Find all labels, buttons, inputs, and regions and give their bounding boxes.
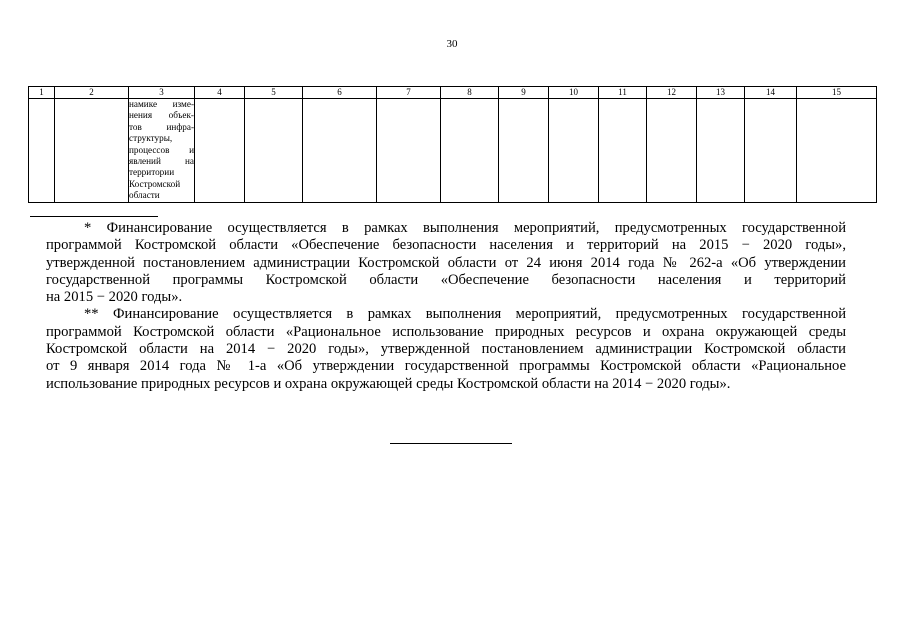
data-table — [28, 86, 877, 203]
table-row — [29, 99, 877, 203]
table-header-cell: 9 — [499, 87, 549, 99]
footnote-line: * Финансирование осуществляется в рамках выполнения мероприятий, предусмотренных государственной — [84, 220, 846, 236]
table-header-cell: 5 — [245, 87, 303, 99]
table-header-cell: 1 — [29, 87, 55, 99]
footnote-line: утвержденной постановлением администрации Костромской области от 24 июня 2014 года № 262-а «Об утверждении — [46, 254, 846, 271]
table-body-cell — [55, 99, 129, 203]
table-header-cell: 12 — [647, 87, 697, 99]
table-body-cell — [245, 99, 303, 203]
table-body-cell — [745, 99, 797, 203]
footnotes — [46, 220, 846, 393]
footnote-2 — [46, 306, 846, 392]
table-header-cell: 14 — [745, 87, 797, 99]
table-header-cell: 13 — [697, 87, 745, 99]
footnote-line: использование природных ресурсов и охрана окружающей среды Костромской области на 2014 − 2020 годы». — [46, 375, 731, 392]
table-body-cell — [377, 99, 441, 203]
cell-text-line: тов инфра- — [129, 121, 194, 132]
table-header-cell: 10 — [549, 87, 599, 99]
footnote-separator — [30, 216, 158, 217]
footnote-1 — [46, 220, 846, 306]
cell-text-line: Костромской — [129, 178, 181, 189]
table-header-cell: 11 — [599, 87, 647, 99]
table-body-cell — [549, 99, 599, 203]
cell-text-line: явлений на — [129, 155, 194, 166]
table-body-cell — [797, 99, 877, 203]
table-header-cell: 7 — [377, 87, 441, 99]
table-body-cell — [599, 99, 647, 203]
table-body-cell — [195, 99, 245, 203]
cell-text-line: процессов и — [129, 144, 194, 155]
footnote-line: программой Костромской области «Рациональное использование природных ресурсов и охрана окружающей среды — [46, 323, 846, 340]
table-header-cell: 15 — [797, 87, 877, 99]
table-header-cell: 6 — [303, 87, 377, 99]
cell-text-line: намике изме- — [129, 99, 194, 109]
footnote-line: Костромской области на 2014 − 2020 годы», утвержденной постановлением администрации Костромской области — [46, 341, 846, 358]
page-number: 30 — [446, 38, 458, 50]
table-header-cell: 4 — [195, 87, 245, 99]
cell-text-line: структуры, — [129, 133, 173, 144]
footnote-line: ** Финансирование осуществляется в рамках выполнения мероприятий, предусмотренных государственной — [84, 306, 846, 323]
table-body-cell — [647, 99, 697, 203]
table-body-cell — [441, 99, 499, 203]
footnote-line: на 2015 − 2020 годы». — [46, 289, 183, 306]
table-body-cell — [29, 99, 55, 203]
table-header-cell: 8 — [441, 87, 499, 99]
cell-text-line: нения объек- — [129, 110, 194, 121]
footnote-line: государственной программы Костромской области «Обеспечение безопасности населения и территорий — [46, 271, 846, 288]
table-header-cell: 3 — [129, 87, 195, 99]
table-body-cell — [697, 99, 745, 203]
end-of-document-line — [390, 443, 512, 444]
footnote-line: от 9 января 2014 года № 1-а «Об утверждении государственной программы Костромской области «Рациональное — [46, 358, 846, 375]
table-body-cell-description — [129, 99, 195, 203]
table-body-cell — [303, 99, 377, 203]
footnote-line: программой Костромской области «Обеспечение безопасности населения и территорий на 2015 − 2020 годы», — [46, 237, 846, 254]
cell-text-line: области — [129, 190, 160, 201]
cell-text-line: территории — [129, 167, 175, 178]
table-header-cell: 2 — [55, 87, 129, 99]
table-header-row — [29, 87, 877, 99]
table-body-cell — [499, 99, 549, 203]
